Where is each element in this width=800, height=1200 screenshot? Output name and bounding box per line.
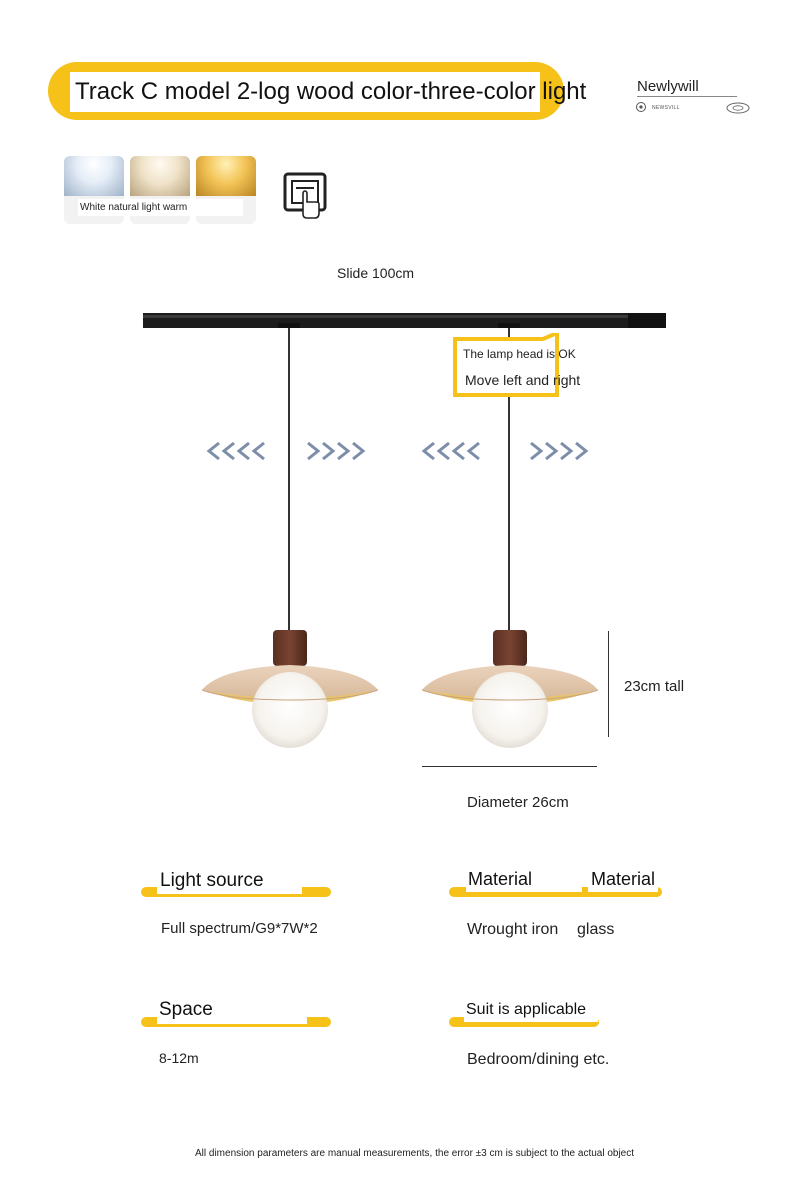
callout-line-1: The lamp head is OK (463, 347, 576, 361)
right-arrows-icon (302, 440, 368, 462)
track-rail (143, 313, 666, 328)
spec-value-material-shade: glass (577, 921, 615, 938)
height-dimension-line (608, 631, 609, 737)
brand-name: Newlywill (637, 78, 699, 95)
diameter-dimension-line (422, 766, 597, 767)
pendant-cord-left (288, 328, 290, 632)
left-arrows-icon (420, 440, 486, 462)
brand-logo-icon (635, 101, 647, 113)
pendant-lamp-left (200, 628, 380, 748)
right-arrows-icon (525, 440, 591, 462)
spec-label-space: Space (159, 999, 213, 1020)
footnote: All dimension parameters are manual measurements, the error ±3 cm is subject to the actual object (195, 1148, 635, 1159)
brand-divider (637, 96, 737, 97)
callout-line-2: Move left and right (465, 372, 581, 388)
touch-switch-icon (283, 172, 327, 220)
spec-value-material-frame: Wrought iron (467, 921, 559, 938)
spec-label-suit: Suit is applicable (466, 1001, 587, 1018)
left-arrows-icon (205, 440, 271, 462)
spec-label-material: Material (591, 869, 656, 889)
ceiling-lamp-icon (725, 100, 751, 116)
page-title: Track C model 2-log wood color-three-color light (75, 78, 587, 105)
spec-label-light-source: Light source (160, 870, 264, 891)
spec-label-material: Material (468, 869, 533, 889)
slide-length-label: Slide 100cm (337, 265, 415, 281)
spec-value-space: 8-12m (159, 1050, 199, 1066)
spec-value-suit: Bedroom/dining etc. (467, 1051, 610, 1068)
pendant-lamp-right (420, 628, 600, 748)
spec-value-light-source: Full spectrum/G9*7W*2 (161, 920, 318, 937)
diameter-label: Diameter 26cm (467, 794, 569, 811)
height-label: 23cm tall (624, 678, 685, 695)
swatch-caption: White natural light warm (80, 202, 188, 213)
brand-subtitle: NEWSVILL (652, 105, 680, 111)
